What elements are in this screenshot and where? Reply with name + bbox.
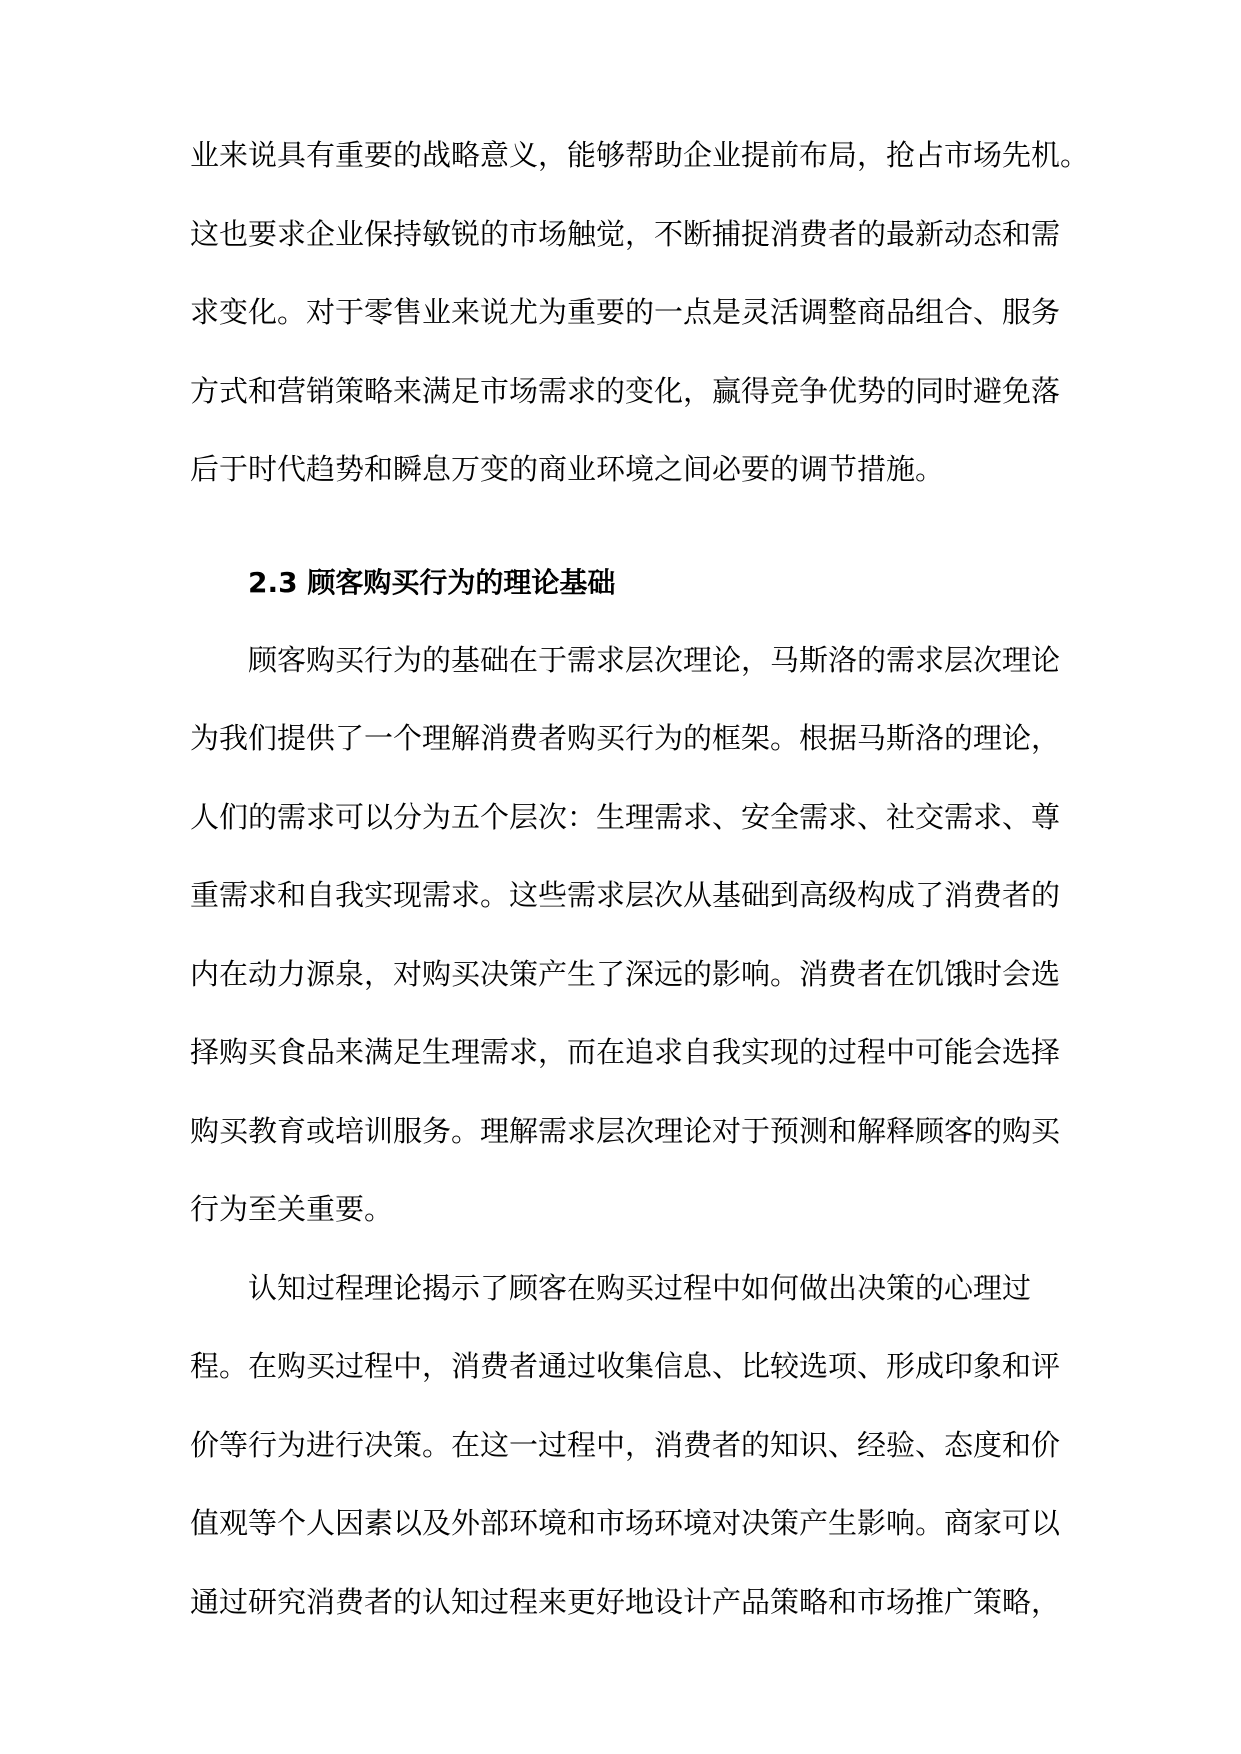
text-line: 重需求和自我实现需求。这些需求层次从基础到高级构成了消费者的 [190,878,1061,912]
text-line: 值观等个人因素以及外部环境和市场环境对决策产生影响。商家可以 [190,1506,1061,1540]
text-line: 顾客购买行为的基础在于需求层次理论，马斯洛的需求层次理论 [248,643,1061,677]
text-line: 这也要求企业保持敏锐的市场触觉，不断捕捉消费者的最新动态和需 [190,217,1061,251]
text-line: 内在动力源泉，对购买决策产生了深远的影响。消费者在饥饿时会选 [190,957,1061,991]
text-line: 程。在购买过程中，消费者通过收集信息、比较选项、形成印象和评 [190,1349,1061,1383]
text-line: 认知过程理论揭示了顾客在购买过程中如何做出决策的心理过 [248,1271,1032,1305]
section-heading: 2.3 顾客购买行为的理论基础 [248,566,616,599]
text-line: 为我们提供了一个理解消费者购买行为的框架。根据马斯洛的理论， [190,721,1061,755]
text-line: 购买教育或培训服务。理解需求层次理论对于预测和解释顾客的购买 [190,1114,1061,1148]
text-line: 业来说具有重要的战略意义，能够帮助企业提前布局，抢占市场先机。 [190,138,1090,172]
text-line: 通过研究消费者的认知过程来更好地设计产品策略和市场推广策略， [190,1585,1061,1619]
text-line: 人们的需求可以分为五个层次：生理需求、安全需求、社交需求、尊 [190,800,1061,834]
text-line: 求变化。对于零售业来说尤为重要的一点是灵活调整商品组合、服务 [190,295,1061,329]
text-line: 行为至关重要。 [190,1192,394,1226]
text-line: 方式和营销策略来满足市场需求的变化，赢得竞争优势的同时避免落 [190,374,1061,408]
text-line: 后于时代趋势和瞬息万变的商业环境之间必要的调节措施。 [190,452,945,486]
text-line: 价等行为进行决策。在这一过程中，消费者的知识、经验、态度和价 [190,1428,1061,1462]
text-line: 择购买食品来满足生理需求，而在追求自我实现的过程中可能会选择 [190,1035,1061,1069]
